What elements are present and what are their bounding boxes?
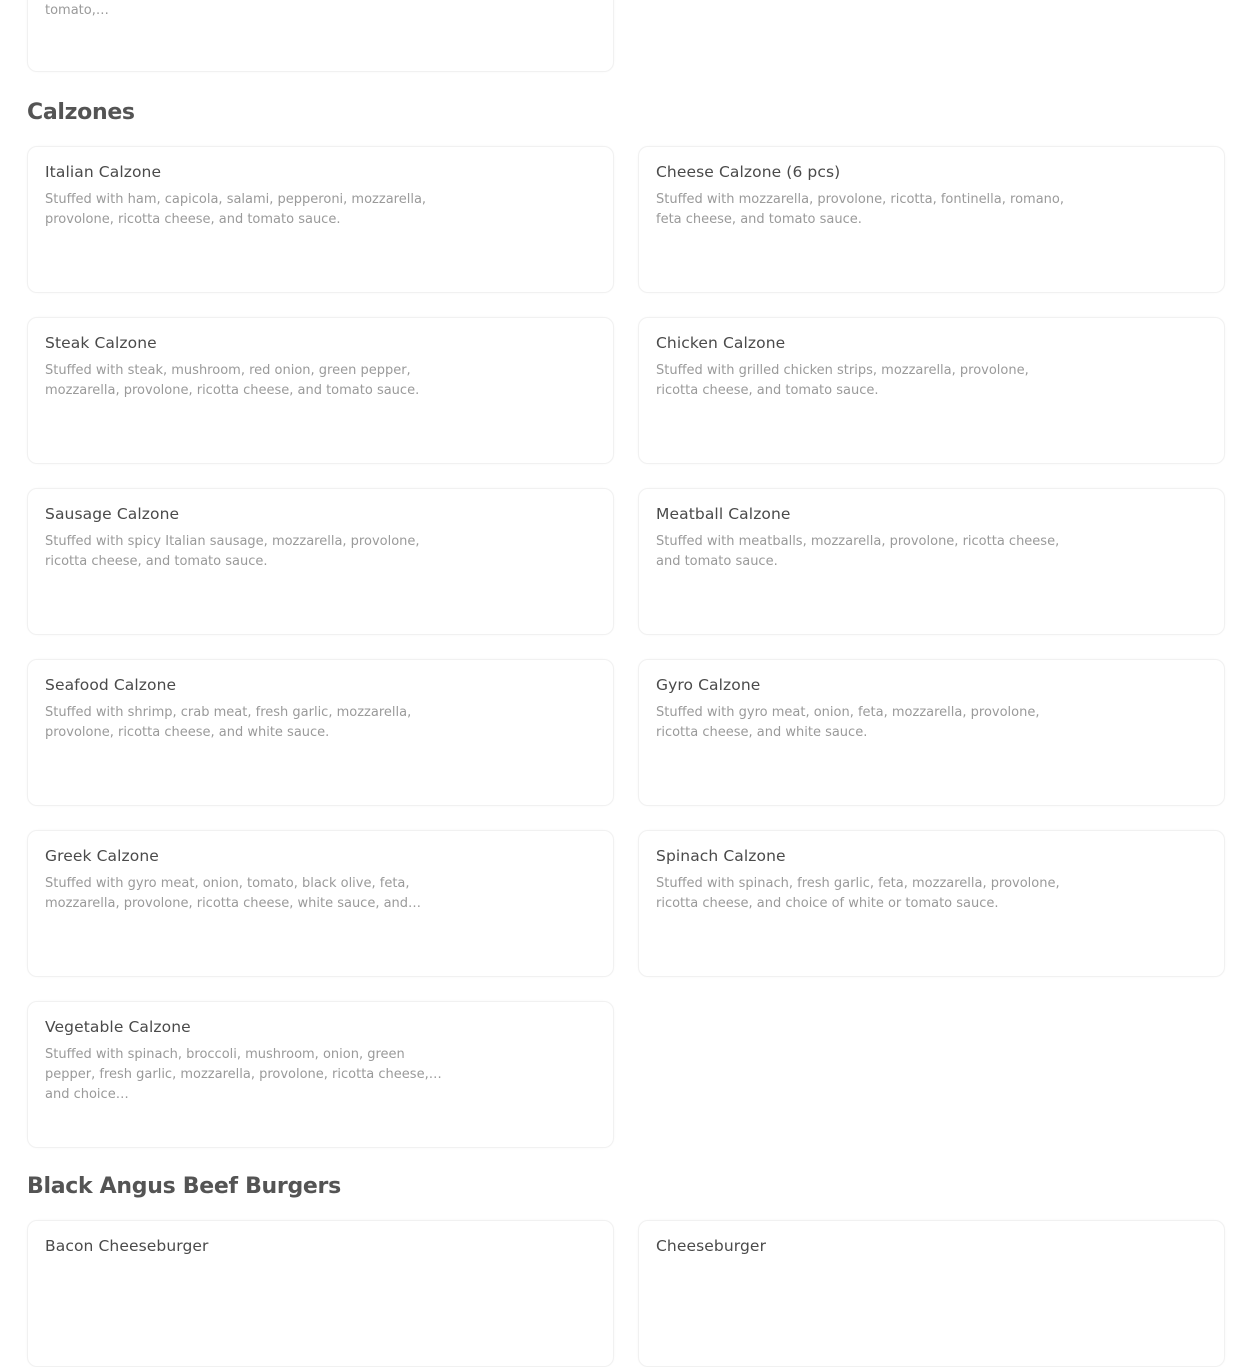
menu-item-card[interactable]	[638, 830, 1225, 977]
menu-item-card[interactable]	[27, 317, 614, 464]
menu-item-description: Stuffed with steak, mushroom, red onion, green pepper, mozzarella, provolone, ricotta cheese, and tomato sauce.	[45, 363, 420, 398]
menu-item-name: Italian Calzone	[45, 163, 162, 181]
menu-item-description: Stuffed with mozzarella, provolone, ricotta, fontinella, romano, feta cheese, and tomato sauce.	[656, 192, 1064, 227]
menu-item-name: Sausage Calzone	[45, 505, 180, 523]
menu-item-description: Stuffed with meatballs, mozzarella, provolone, ricotta cheese, and tomato sauce.	[656, 534, 1060, 569]
menu-item-name: Chicken Calzone	[656, 334, 786, 352]
menu-item-card[interactable]	[27, 488, 614, 635]
menu-item-name: Cheeseburger	[656, 1237, 767, 1255]
menu-item-description: Stuffed with shrimp, crab meat, fresh garlic, mozzarella, provolone, ricotta cheese, and white sauce.	[45, 705, 412, 740]
menu-item-description: tomato,…	[45, 3, 109, 18]
menu-item-name: Greek Calzone	[45, 847, 159, 865]
menu-item-card[interactable]	[638, 317, 1225, 464]
menu-item-card[interactable]	[27, 1001, 614, 1148]
menu-item-description: Stuffed with spinach, broccoli, mushroom, onion, green pepper, fresh garlic, mozzarella, provolone, ricotta cheese, and choice…	[45, 1047, 429, 1102]
menu-item-card[interactable]	[27, 830, 614, 977]
menu-item-card[interactable]	[27, 0, 614, 72]
menu-item-name: Bacon Cheeseburger	[45, 1237, 209, 1255]
menu-item-description: Stuffed with grilled chicken strips, mozzarella, provolone, ricotta cheese, and tomato sauce.	[656, 363, 1029, 398]
section-title-burgers: Black Angus Beef Burgers	[27, 1174, 341, 1199]
menu-item-description: Stuffed with spicy Italian sausage, mozzarella, provolone, ricotta cheese, and tomato sauce.	[45, 534, 420, 569]
menu-item-name: Spinach Calzone	[656, 847, 786, 865]
menu-item-name: Gyro Calzone	[656, 676, 761, 694]
menu-item-name: Seafood Calzone	[45, 676, 177, 694]
menu-item-card[interactable]	[27, 659, 614, 806]
menu-item-name: Vegetable Calzone	[45, 1018, 191, 1036]
menu-item-card[interactable]	[638, 1220, 1225, 1367]
menu-item-card[interactable]	[638, 488, 1225, 635]
menu-item-name: Cheese Calzone (6 pcs)	[656, 163, 841, 181]
menu-item-card[interactable]	[638, 146, 1225, 293]
section-title-calzones: Calzones	[27, 100, 135, 125]
menu-item-description: Stuffed with ham, capicola, salami, pepperoni, mozzarella, provolone, ricotta cheese, and tomato sauce.	[45, 192, 427, 227]
menu-item-card[interactable]	[27, 146, 614, 293]
menu-item-name: Steak Calzone	[45, 334, 157, 352]
menu-item-card[interactable]	[27, 1220, 614, 1367]
menu-item-card[interactable]	[638, 659, 1225, 806]
menu-item-name: Meatball Calzone	[656, 505, 791, 523]
menu-item-description: Stuffed with gyro meat, onion, tomato, black olive, feta, mozzarella, provolone, ricotta cheese, white sauce, and…	[45, 876, 422, 911]
menu-item-description: Stuffed with gyro meat, onion, feta, mozzarella, provolone, ricotta cheese, and white sauce.	[656, 705, 1040, 740]
menu-item-description: Stuffed with spinach, fresh garlic, feta, mozzarella, provolone, ricotta cheese, and choice of white or tomato sauce.	[656, 876, 1060, 911]
